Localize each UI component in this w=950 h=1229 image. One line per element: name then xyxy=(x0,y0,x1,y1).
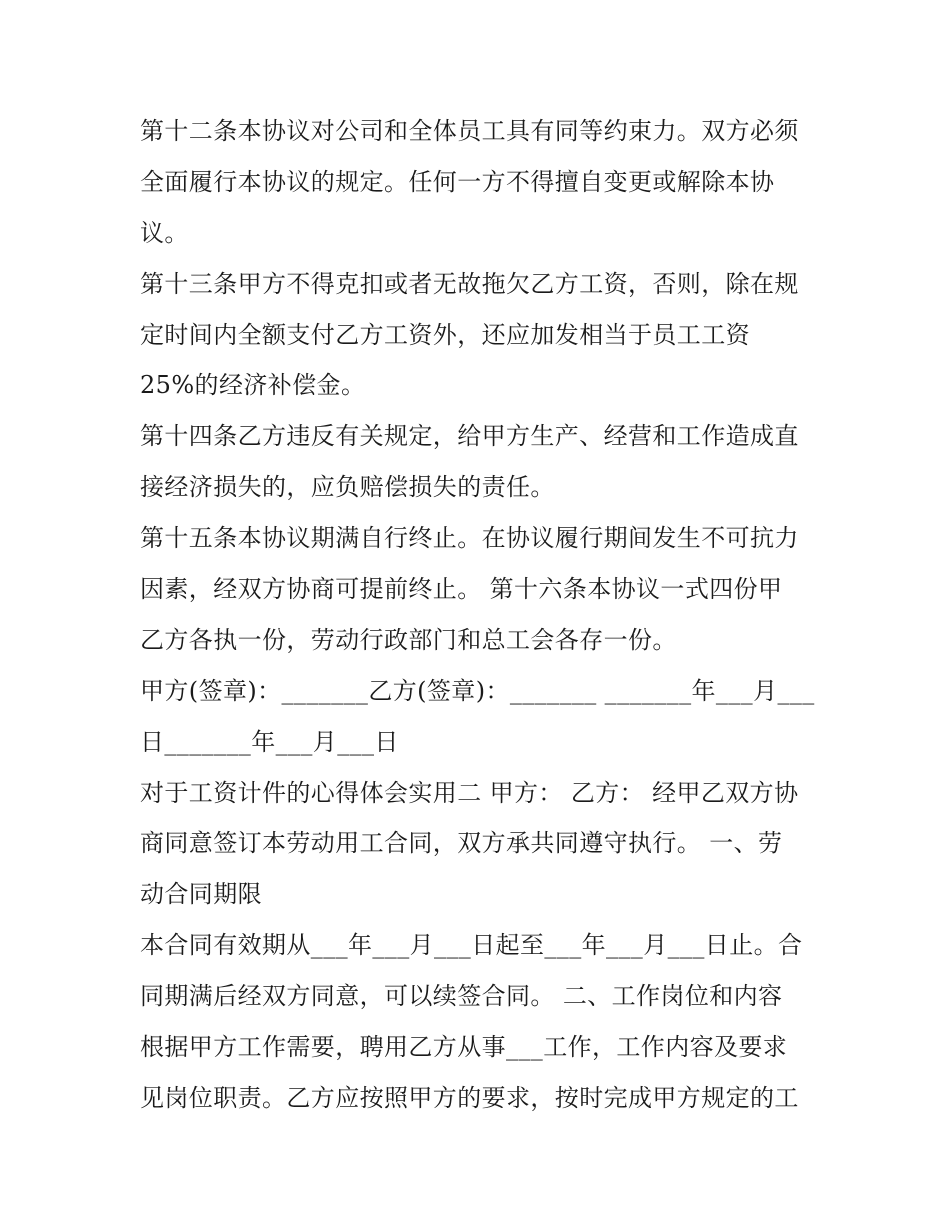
text-line: 商同意签订本劳动用工合同，双方承共同遵守执行。 一、劳 xyxy=(140,829,783,858)
text-line: 接经济损失的，应负赔偿损失的责任。 xyxy=(140,473,555,502)
text-line: 见岗位职责。乙方应按照甲方的要求，按时完成甲方规定的工 xyxy=(140,1083,799,1112)
text-line: 对于工资计件的心得体会实用二 甲方： 乙方： 经甲乙双方协 xyxy=(140,778,799,807)
document-body xyxy=(140,106,820,1124)
text-line: 第十三条甲方不得克扣或者无故拖欠乙方工资，否则，除在规 xyxy=(140,269,799,298)
text-line: 本合同有效期从___年___月___日起至___年___月___日止。合 xyxy=(140,931,803,960)
text-line: 定时间内全额支付乙方工资外，还应加发相当于员工工资 xyxy=(140,320,750,349)
text-line: 全面履行本协议的规定。任何一方不得擅自变更或解除本协 xyxy=(140,167,775,196)
text-line: 25%的经济补偿金。 xyxy=(140,371,366,400)
text-line: 第十五条本协议期满自行终止。在协议履行期间发生不可抗力 xyxy=(140,524,799,553)
text-line: 因素，经双方协商可提前终止。 第十六条本协议一式四份甲 xyxy=(140,575,783,604)
text-line: 同期满后经双方同意，可以续签合同。 二、工作岗位和内容 xyxy=(140,982,783,1011)
text-line: 议。 xyxy=(140,218,189,247)
date-line: 日_______年___月___日 xyxy=(140,727,399,756)
text-line: 乙方各执一份，劳动行政部门和总工会各存一份。 xyxy=(140,625,677,654)
text-line: 第十四条乙方违反有关规定，给甲方生产、经营和工作造成直 xyxy=(140,422,799,451)
signature-line: 甲方(签章)：_______乙方(签章)：_______ _______年___月___ xyxy=(140,676,815,705)
text-line: 第十二条本协议对公司和全体员工具有同等约束力。双方必须 xyxy=(140,117,799,145)
section-heading: 动合同期限 xyxy=(140,880,262,909)
text-line: 根据甲方工作需要，聘用乙方从事___工作，工作内容及要求 xyxy=(140,1033,788,1062)
